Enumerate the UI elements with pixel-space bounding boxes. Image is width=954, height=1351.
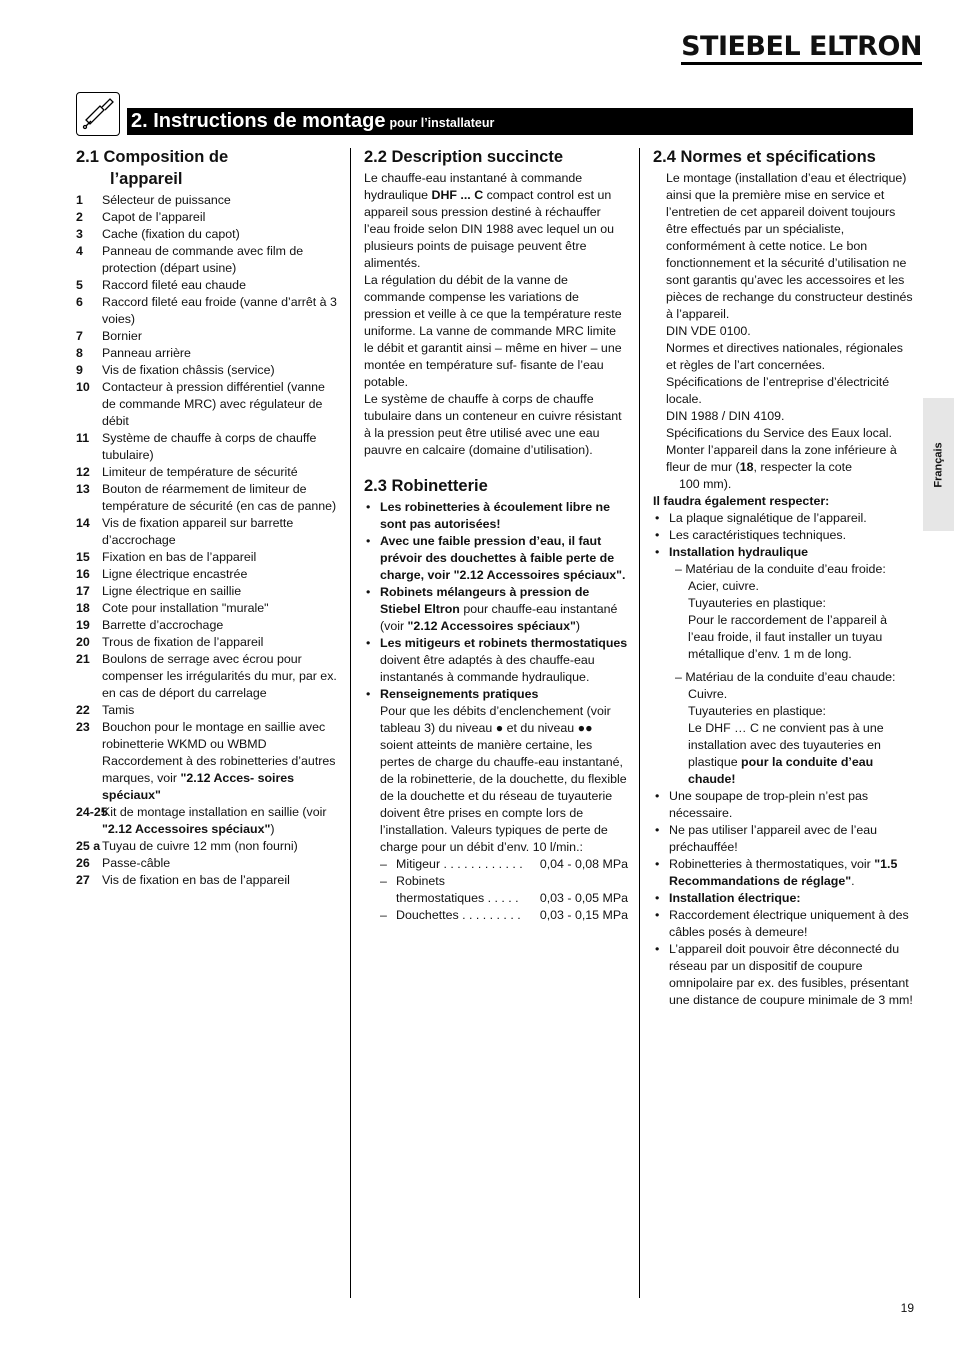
screwdriver-icon [76, 92, 120, 136]
list-item: 26 Passe-câble [76, 856, 171, 870]
paragraph: Monter l’appareil dans la zone inférieure à fleur de mur (18, respecter la cote 100 mm). [666, 443, 897, 491]
section-heading: 2.1 Composition de l’appareil [76, 148, 229, 188]
list-item: • Les mitigeurs et robinets thermostatiques doivent être adaptés à des chauffe-eau instantanés à commande hydraulique. [366, 636, 628, 684]
list-item: 20 Trous de fixation de l’appareil [76, 635, 264, 649]
list-item: • Robinetteries à thermostatiques, voir "1.5 Recommandations de réglage". [655, 857, 898, 888]
paragraph: Spécifications du Service des Eaux local. [666, 426, 892, 440]
list-item: 13 Bouton de réarmement de limiteur de température de sécurité (en cas de panne) [76, 482, 337, 513]
section-composition [76, 146, 342, 889]
section-heading: 2.4 Normes et spécifications [653, 148, 876, 166]
list-item: 9 Vis de fixation châssis (service) [76, 363, 275, 377]
list-item: 14 Vis de fixation appareil sur barrette d’accrochage [76, 516, 294, 547]
paragraph: Il faudra également respecter: [653, 494, 830, 508]
section-heading: 2.3 Robinetterie [364, 477, 488, 495]
language-tab: Français [923, 398, 954, 531]
list-item: • Les caractéristiques techniques. [655, 528, 847, 542]
list-item: • Une soupape de trop-plein n’est pas nécessaire. [655, 789, 869, 820]
list-item: • Avec une faible pression d’eau, il faut prévoir des douchettes à faible perte de charge, voir "2.12 Accessoires spéciaux". [366, 534, 626, 582]
list-item: 15 Fixation en bas de l’appareil [76, 550, 257, 564]
list-item: 25 a Tuyau de cuivre 12 mm (non fourni) [76, 839, 298, 853]
page-number: 19 [900, 1301, 914, 1315]
section-description [364, 146, 628, 924]
list-item: • L’appareil doit pouvoir être déconnecté du réseau par un dispositif de coupure omnipolaire par ex. des fusibles, présentant une distance de coupure minimale de 3 mm! [655, 942, 913, 1007]
list-item: 8 Panneau arrière [76, 346, 191, 360]
paragraph: Tuyauteries en plastique: [688, 704, 826, 718]
list-item: 7 Bornier [76, 329, 142, 343]
list-item: 4 Panneau de commande avec film de protection (départ usine) [76, 244, 304, 275]
section-title-bar [127, 108, 913, 135]
list-item: 22 Tamis [76, 703, 135, 717]
list-item: • Ne pas utiliser l’appareil avec de l’eau préchauffée! [655, 823, 878, 854]
table-row: – Mitigeur . . . . . . . . . . . . 0,04 - 0,08 MPa [380, 857, 628, 871]
list-item: 21 Boulons de serrage avec écrou pour compenser les irrégularités du mur, par ex. en cas de déport du carrelage [76, 652, 337, 700]
list-item: • Les robinetteries à écoulement libre ne sont pas autorisées! [366, 500, 610, 531]
brand-logo: STIEBEL ELTRON [681, 32, 922, 65]
list-item: • Raccordement électrique uniquement à des câbles posés à demeure! [655, 908, 909, 939]
list-item: 11 Système de chauffe à corps de chauffe tubulaire) [76, 431, 317, 462]
list-item: • Installation électrique: [655, 891, 801, 905]
list-item: • Robinets mélangeurs à pression de Stiebel Eltron pour chauffe-eau instantané (voir "2.12 Accessoires spéciaux") [366, 585, 618, 633]
paragraph: Le montage (installation d’eau et électrique) ainsi que la première mise en service et l’entretien de cet appareil doivent toujours être effectués par un spécialiste, conformément à cette notice. Le bon fonctionnement et la sécurité d’utilisation ne sont garantis qu’avec les accessoires et les pièces de rechange du constructeur destinés à l’appareil. [666, 171, 913, 321]
paragraph: Le chauffe-eau instantané à commande hydraulique DHF ... C compact control est un appareil sous pression destiné à réchauffer l’eau froide selon DIN 1988 avec lequel un ou plusieurs points de puisage peuvent être alimentés. [364, 171, 615, 270]
paragraph: Le DHF … C ne convient pas à une installation avec des tuyauteries en plastique pour la conduite d’eau chaude! [688, 721, 884, 786]
list-item: 24-25 Kit de montage installation en saillie (voir "2.12 Accessoires spéciaux") [76, 805, 327, 836]
list-item: • La plaque signalétique de l’appareil. [655, 511, 867, 525]
column-divider [350, 148, 351, 1298]
list-item: 19 Barrette d’accrochage [76, 618, 224, 632]
column-divider [639, 148, 640, 1298]
list-item: 2 Capot de l’appareil [76, 210, 206, 224]
paragraph: Le système de chauffe à corps de chauffe tubulaire dans un conteneur en cuivre résistant à la pression peut être utilisé avec une eau pauvre en calcaire (domaine d’utilisation). [364, 392, 622, 457]
list-item: 17 Ligne électrique en saillie [76, 584, 242, 598]
paragraph: Pour le raccordement de l’appareil à l’eau froide, il faut installer un tuyau métallique d’env. 1 m de long. [688, 613, 888, 661]
list-item: 6 Raccord fileté eau froide (vanne d’arrêt à 3 voies) [76, 295, 337, 326]
list-item: 10 Contacteur à pression différentiel (vanne de commande MRC) avec régulateur de débit [76, 380, 325, 428]
paragraph: Cuivre. [688, 687, 728, 701]
paragraph: La régulation du débit de la vanne de commande compense les variations de pression et veille à ce que la température reste uniforme. La vanne de commande MRC limite le débit et garantit ainsi – même en hiver – une montée en température suf- fisante de l’eau potable. [364, 273, 622, 389]
paragraph: Acier, cuivre. [688, 579, 759, 593]
list-item: 5 Raccord fileté eau chaude [76, 278, 246, 292]
list-item: • Renseignements pratiques Pour que les débits d’enclenchement (voir tableau 3) du niveau ● et du niveau ●● soient atteints de manière certaine, les pertes de charge du chauffe-eau instantané, de la robinetterie, de la douchette, du flexible de la douchette et du réseau de tuyauterie doivent être prises en compte lors de l’installation. Valeurs typiques de perte de charge pour un débit d’env. 10 l/min.: [366, 687, 627, 854]
table-row: thermostatiques . . . . . 0,03 - 0,05 MPa [396, 891, 628, 905]
list-item: 18 Cote pour installation "murale" [76, 601, 269, 615]
paragraph: DIN 1988 / DIN 4109. [666, 409, 785, 423]
section-heading: 2.2 Description succincte [364, 148, 563, 166]
page-subtitle: pour l’installateur [389, 116, 495, 130]
paragraph: – Matériau de la conduite d’eau chaude: [675, 670, 896, 684]
paragraph: Tuyauteries en plastique: [688, 596, 826, 610]
list-item: 12 Limiteur de température de sécurité [76, 465, 298, 479]
paragraph: Spécifications de l’entreprise d’électricité locale. [666, 375, 890, 406]
list-item: 1 Sélecteur de puissance [76, 193, 231, 207]
list-item: 3 Cache (fixation du capot) [76, 227, 240, 241]
paragraph: Normes et directives nationales, régionales et règles de l’art concernées. [666, 341, 903, 372]
list-item: 27 Vis de fixation en bas de l’appareil [76, 873, 290, 887]
table-row: – Robinets [380, 874, 445, 888]
table-row: – Douchettes . . . . . . . . . 0,03 - 0,15 MPa [380, 908, 628, 922]
list-item: 23 Bouchon pour le montage en saillie avec robinetterie WKMD ou WBMD Raccordement à des robinetteries d’autres marques, voir "2.12 Acces- soires spéciaux" [76, 720, 336, 802]
list-item: 16 Ligne électrique encastrée [76, 567, 248, 581]
section-norms [653, 146, 915, 1009]
paragraph: DIN VDE 0100. [666, 324, 751, 338]
list-item: • Installation hydraulique [655, 545, 809, 559]
page-title: 2. Instructions de montage [131, 110, 386, 132]
paragraph: – Matériau de la conduite d’eau froide: [675, 562, 886, 576]
